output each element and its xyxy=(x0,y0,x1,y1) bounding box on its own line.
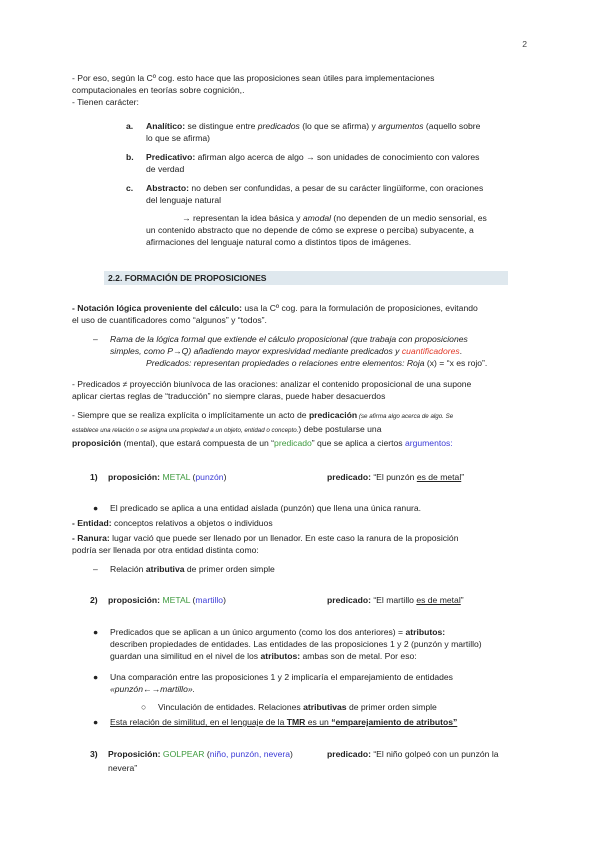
example-number: 3) xyxy=(90,749,98,759)
text: - Siempre que se realiza explícita o implícitamente un acto de xyxy=(72,410,309,420)
text: predicado xyxy=(274,438,312,448)
term: proposición: xyxy=(108,472,161,482)
example-1 xyxy=(90,471,530,483)
bullet-text xyxy=(110,671,530,695)
text: martillo xyxy=(195,595,224,605)
text: es un xyxy=(305,717,332,727)
text: (lo que se afirma) y xyxy=(299,121,379,131)
text: Vinculación de entidades. Relaciones xyxy=(158,702,304,712)
text: “El punzón xyxy=(370,472,417,482)
text: (aquello sobre xyxy=(423,121,481,131)
term: predicado: xyxy=(327,749,371,759)
text: (x) = “x es rojo”. xyxy=(424,358,488,368)
term: “emparejamiento de atributos” xyxy=(331,717,458,727)
bullet-icon: ● xyxy=(93,627,99,637)
intro-paragraph xyxy=(72,72,528,108)
text: METAL xyxy=(162,595,191,605)
example-3 xyxy=(90,748,530,773)
text: Relación xyxy=(110,564,146,574)
dash-marker: – xyxy=(93,564,98,574)
term: predicado: xyxy=(327,472,371,482)
text: punzón xyxy=(195,472,224,482)
text: lo que se afirma) xyxy=(146,133,211,143)
notacion-paragraph xyxy=(72,302,528,326)
text: . xyxy=(459,346,463,356)
text: es de metal xyxy=(416,595,461,605)
ranura-paragraph xyxy=(72,532,528,556)
text: un contenido abstracto que no depende de cómo se exprese o perciba) subyacente, a xyxy=(146,225,474,235)
text: no deben ser confundidas, a pesar de su carácter lingüiforme, con oraciones xyxy=(188,183,484,193)
text: El predicado se aplica a una entidad aislada (punzón) que llena una única ranura. xyxy=(110,503,422,513)
term: atributos: xyxy=(405,627,446,637)
rama-paragraph xyxy=(110,333,530,369)
text: niño, punzón, nevera xyxy=(209,749,291,759)
entidad-paragraph xyxy=(72,517,528,529)
term: atributivas xyxy=(303,702,347,712)
text: METAL xyxy=(162,472,191,482)
term: Analítico: xyxy=(146,121,186,131)
text: afirmaciones del lenguaje natural como a distintos tipos de imágenes. xyxy=(146,237,412,247)
text: ) xyxy=(223,472,227,482)
relacion-line xyxy=(110,563,530,575)
text: (mental), que estará compuesta de un “ xyxy=(121,438,275,448)
text: el uso de cuantificadores como “algunos” y “todos”. xyxy=(72,315,267,325)
term: predicado: xyxy=(327,595,371,605)
text: simples, como P→Q) añadiendo mayor expresividad mediante predicados y xyxy=(110,346,402,356)
text: guardan una similitud en el nivel de los xyxy=(110,651,261,661)
text: ambas son de metal. Por eso: xyxy=(300,651,417,661)
term: - Ranura: xyxy=(72,533,110,543)
example-number: 2) xyxy=(90,595,98,605)
bullet-text xyxy=(110,502,530,514)
text: Predicados que se aplican a un único argumento (como los dos anteriores) = xyxy=(110,627,406,637)
term: proposición xyxy=(72,438,122,448)
text: ( xyxy=(190,472,196,482)
list-label: b. xyxy=(126,152,134,162)
text: lugar vació que puede ser llenado por un llenador. En este caso la ranura de la proposición xyxy=(109,533,459,543)
text: ) debe postularse una xyxy=(298,424,382,434)
text: ” xyxy=(461,472,465,482)
text: nevera” xyxy=(108,763,138,773)
text: → representan la idea básica y xyxy=(182,213,303,223)
text: ( xyxy=(190,595,196,605)
siempre-paragraph xyxy=(72,409,528,449)
term: Proposición: xyxy=(108,749,161,759)
bullet-text xyxy=(110,716,530,728)
bullet-icon: ● xyxy=(93,717,99,727)
text: ( xyxy=(204,749,210,759)
text: de primer orden simple xyxy=(184,564,275,574)
text: del lenguaje natural xyxy=(146,195,222,205)
intro-line: - Por eso, según la Cº cog. esto hace que las proposiciones sean útiles para implementaciones xyxy=(72,73,435,83)
term: atributiva xyxy=(145,564,185,574)
term: proposición: xyxy=(108,595,161,605)
text: GOLPEAR xyxy=(162,749,205,759)
bullet-text xyxy=(110,626,530,662)
text: “El martillo xyxy=(370,595,417,605)
term: Predicativo: xyxy=(146,152,196,162)
bullet-icon: ● xyxy=(93,503,99,513)
list-label: c. xyxy=(126,183,134,193)
text: se distingue entre xyxy=(185,121,258,131)
intro-line: - Tienen carácter: xyxy=(72,97,139,107)
text: «punzón←→martillo». xyxy=(110,684,196,694)
term: - Entidad: xyxy=(72,518,112,528)
example-number: 1) xyxy=(90,472,98,482)
text: usa la Cº cog. para la formulación de proposiciones, evitando xyxy=(242,303,478,313)
text: “El niño golpeó con un punzón la xyxy=(370,749,499,759)
text: argumentos xyxy=(378,121,424,131)
text: ) xyxy=(290,749,293,759)
text: predicados xyxy=(257,121,300,131)
predicados-paragraph xyxy=(72,378,528,402)
amodal-paragraph xyxy=(146,212,526,248)
text: - Predicados ≠ proyección biunívoca de las oraciones: analizar el contenido proposicional de una supone xyxy=(72,379,472,389)
text: ) xyxy=(223,595,226,605)
text: argumentos: xyxy=(404,438,453,448)
text: aplicar ciertas reglas de “traducción” no siempre claras, puede haber desacuerdos xyxy=(72,391,386,401)
text: Una comparación entre las proposiciones 1 y 2 implicaría el emparejamiento de entidades xyxy=(110,672,453,682)
term: predicación xyxy=(308,410,358,420)
term: TMR xyxy=(286,717,306,727)
bullet-icon: ● xyxy=(93,672,99,682)
text: Rama de la lógica formal que extiende el cálculo proposicional (que trabaja con proposiciones xyxy=(110,334,468,344)
text: Predicados: representan propiedades o relaciones entre elementos: Roja xyxy=(146,358,425,368)
text: ” que se aplica a ciertos xyxy=(311,438,405,448)
text: afirman algo acerca de algo → son unidades de conocimiento con valores xyxy=(195,152,480,162)
text: conceptos relativos a objetos o individuos xyxy=(111,518,273,528)
term: Abstracto: xyxy=(146,183,189,193)
circle-text xyxy=(158,701,528,713)
text: Esta relación de similitud, en el lenguaje de la xyxy=(110,717,287,727)
dash-marker: – xyxy=(93,334,98,344)
text: (no dependen de un medio sensorial, es xyxy=(331,213,487,223)
page-number: 2 xyxy=(522,39,527,49)
text: establece una relación o se asigna una propiedad a un objeto, entidad o concepto. xyxy=(72,427,299,434)
text: es de metal xyxy=(416,472,462,482)
list-label: a. xyxy=(126,121,134,131)
intro-line: computacionales en teorías sobre cognición,. xyxy=(72,85,245,95)
text: de verdad xyxy=(146,164,185,174)
example-2 xyxy=(90,594,530,606)
text: cuantificadores xyxy=(401,346,460,356)
text: describen propiedades de entidades. Las entidades de las proposiciones 1 y 2 (punzón y martillo) xyxy=(110,639,482,649)
text: (se afirma algo acerca de algo. Se xyxy=(357,413,454,420)
circle-bullet-icon: ○ xyxy=(141,702,147,712)
text: amodal xyxy=(302,213,332,223)
section-heading: 2.2. FORMACIÓN DE PROPOSICIONES xyxy=(104,271,508,285)
term: atributos: xyxy=(260,651,301,661)
term: - Notación lógica proveniente del cálculo: xyxy=(72,303,242,313)
text: podría ser llenada por otra entidad distinta como: xyxy=(72,545,259,555)
text: de primer orden simple xyxy=(346,702,437,712)
text: ” xyxy=(460,595,464,605)
